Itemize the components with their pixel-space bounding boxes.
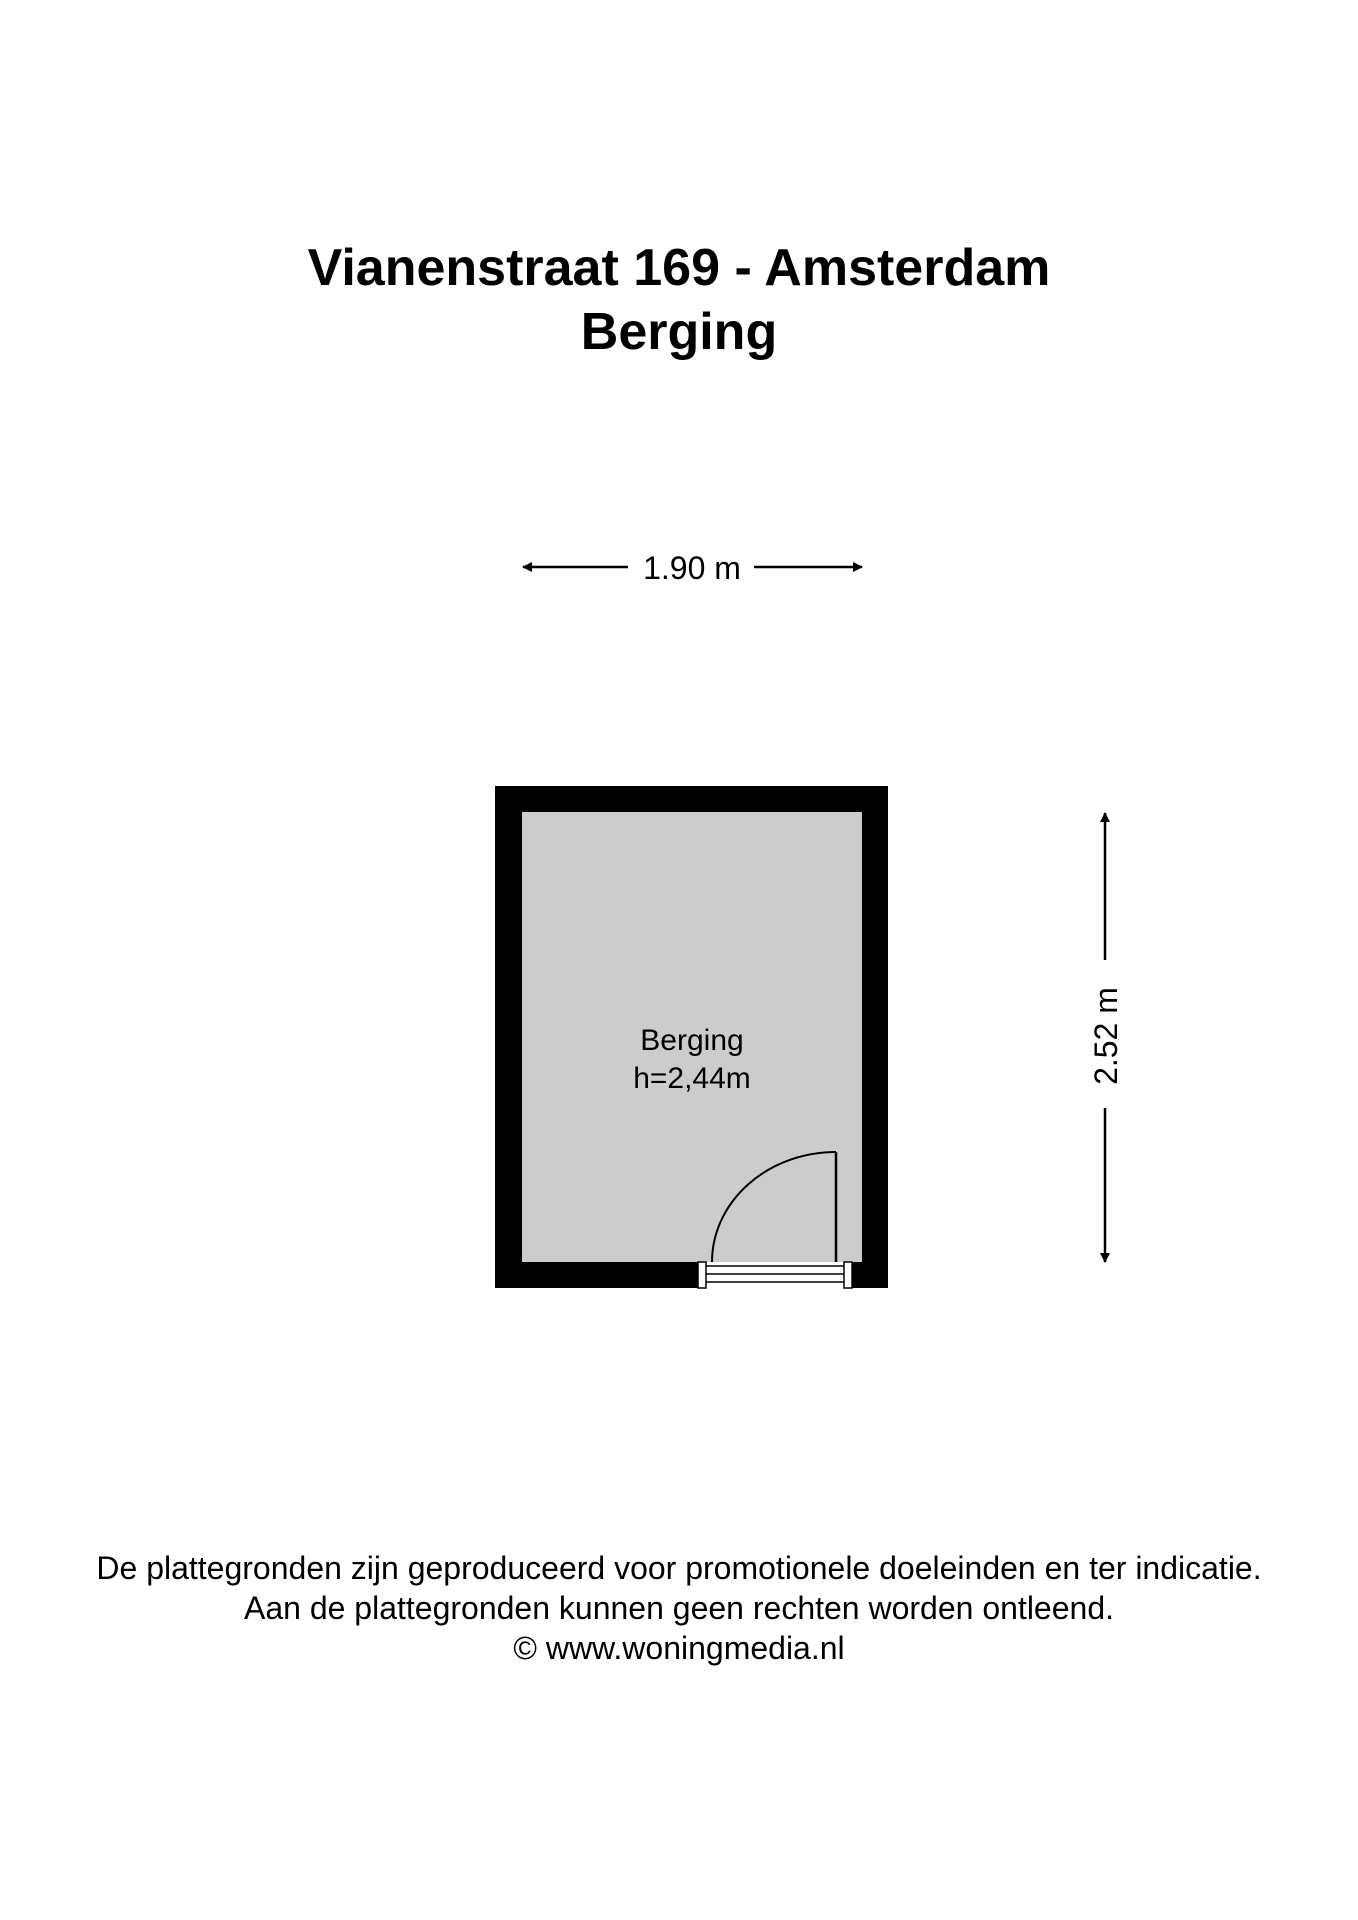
disclaimer-line-2: Aan de plattegronden kunnen geen rechten worden ontleend. <box>243 1590 1114 1626</box>
page-title: Vianenstraat 169 - Amsterdam <box>307 239 1051 297</box>
disclaimer-line-1: De plattegronden zijn geproduceerd voor promotionele doeleinden en ter indicatie. <box>96 1550 1262 1586</box>
room-height-label: h=2,44m <box>633 1062 751 1095</box>
room-name-label: Berging <box>640 1024 744 1057</box>
depth-dimension-label: 2.52 m <box>1088 987 1124 1085</box>
page-subtitle: Berging <box>580 303 778 361</box>
width-dimension <box>523 550 862 586</box>
copyright-line: © www.woningmedia.nl <box>513 1630 845 1666</box>
width-dimension-label: 1.90 m <box>643 550 741 586</box>
depth-dimension <box>1088 813 1124 1262</box>
